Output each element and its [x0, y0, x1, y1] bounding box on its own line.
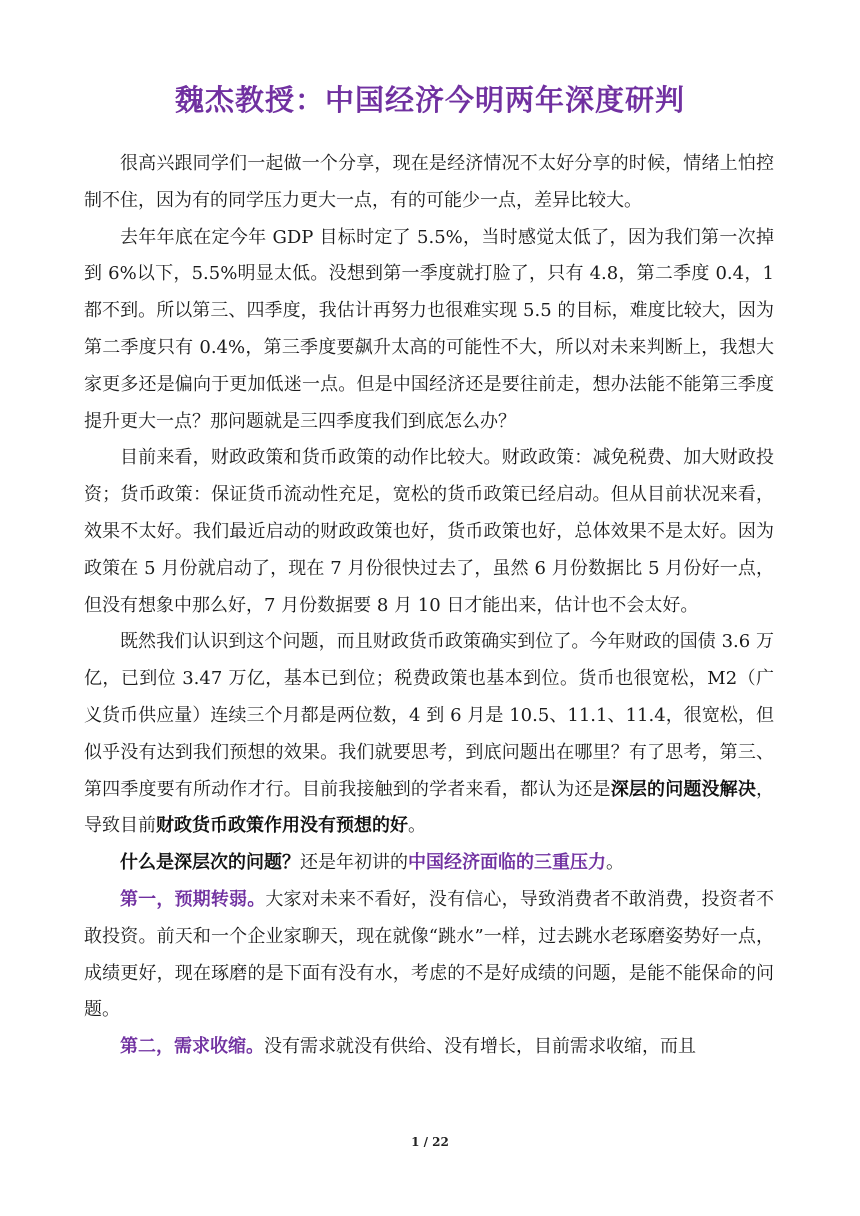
emphasis-question: 什么是深层次的问题？ — [120, 852, 300, 874]
page-number: 1 / 22 — [411, 1135, 449, 1149]
paragraph-4-connector: ，导致目前 — [84, 778, 774, 837]
emphasis-policy-effect: 财政货币政策作用没有预想的好 — [156, 815, 408, 837]
paragraph-1: 很高兴跟同学们一起做一个分享，现在是经济情况不太好分享的时候，情绪上怕控制不住，因为有的同学压力更大一点，有的可能少一点，差异比较大。 — [84, 153, 774, 211]
paragraph-6-text: 大家对未来不看好，没有信心，导致消费者不敢消费，投资者不敢投资。前天和一个企业家聊天，现在就像“跳水”一样，过去跳水老琢磨姿势好一点，成绩更好，现在琢磨的是下面有没有水，考虑的不是好成绩的问题，是能不能保命的问题。 — [84, 888, 775, 1021]
document-title: 魏杰教授：中国经济今明两年深度研判 — [174, 83, 685, 117]
paragraph-4 — [84, 624, 774, 845]
highlight-three-pressures: 中国经济面临的三重压力 — [408, 852, 606, 874]
document-body — [84, 146, 774, 1066]
paragraph-5-end: 。 — [606, 852, 624, 874]
paragraph-2: 去年年底在定今年 GDP 目标时定了 5.5%，当时感觉太低了，因为我们第一次掉到 6%以下，5.5%明显太低。没想到第一季度就打脸了，只有 4.8，第二季度 0.4，1 都不到。所以第三、四季度，我估计再努力也很难实现 5.5 的目标，难度比较大，因为第二季度只有 0.4%，第三季度要飙升太高的可能性不大，所以对未来判断上，我想大家更多还是偏向于更加低迷一点。但是中国经济还是要往前走，想办法能不能第三季度提升更大一点？那问题就是三四季度我们到底怎么办？ — [84, 226, 774, 432]
paragraph-5-text: 还是年初讲的 — [300, 852, 408, 874]
paragraph-7-text: 没有需求就没有供给、没有增长，目前需求收缩，而且 — [264, 1036, 696, 1058]
heading-first-point: 第一，预期转弱。 — [120, 888, 266, 910]
paragraph-3: 目前来看，财政政策和货币政策的动作比较大。财政政策：减免税费、加大财政投资；货币政策：保证货币流动性充足，宽松的货币政策已经启动。但从目前状况来看，效果不太好。我们最近启动的财政政策也好，货币政策也好，总体效果不是太好。因为政策在 5 月份就启动了，现在 7 月份很快过去了，虽然 6 月份数据比 5 月份好一点，但没有想象中那么好，7 月份数据要 8 月 10 日才能出来，估计也不会太好。 — [84, 447, 774, 616]
paragraph-5 — [84, 845, 774, 882]
paragraph-4-text: 既然我们认识到这个问题，而且财政货币政策确实到位了。今年财政的国债 3.6 万亿，已到位 3.47 万亿，基本已到位；税费政策也基本到位。货币也很宽松，M2（广义货币供应量）连续三个月都是两位数，4 到 6 月是 10.5、11.1、11.4，很宽松，但似乎没有达到我们预想的效果。我们就要思考，到底问题出在哪里？有了思考，第三、第四季度要有所动作才行。目前我接触到的学者来看，都认为还是 — [84, 631, 774, 800]
paragraph-4-end: 。 — [408, 815, 426, 837]
heading-second-point: 第二，需求收缩。 — [120, 1036, 264, 1058]
paragraph-7 — [84, 1029, 774, 1066]
emphasis-deep-problem: 深层的问题没解决 — [610, 778, 756, 800]
paragraph-6 — [84, 882, 774, 1029]
